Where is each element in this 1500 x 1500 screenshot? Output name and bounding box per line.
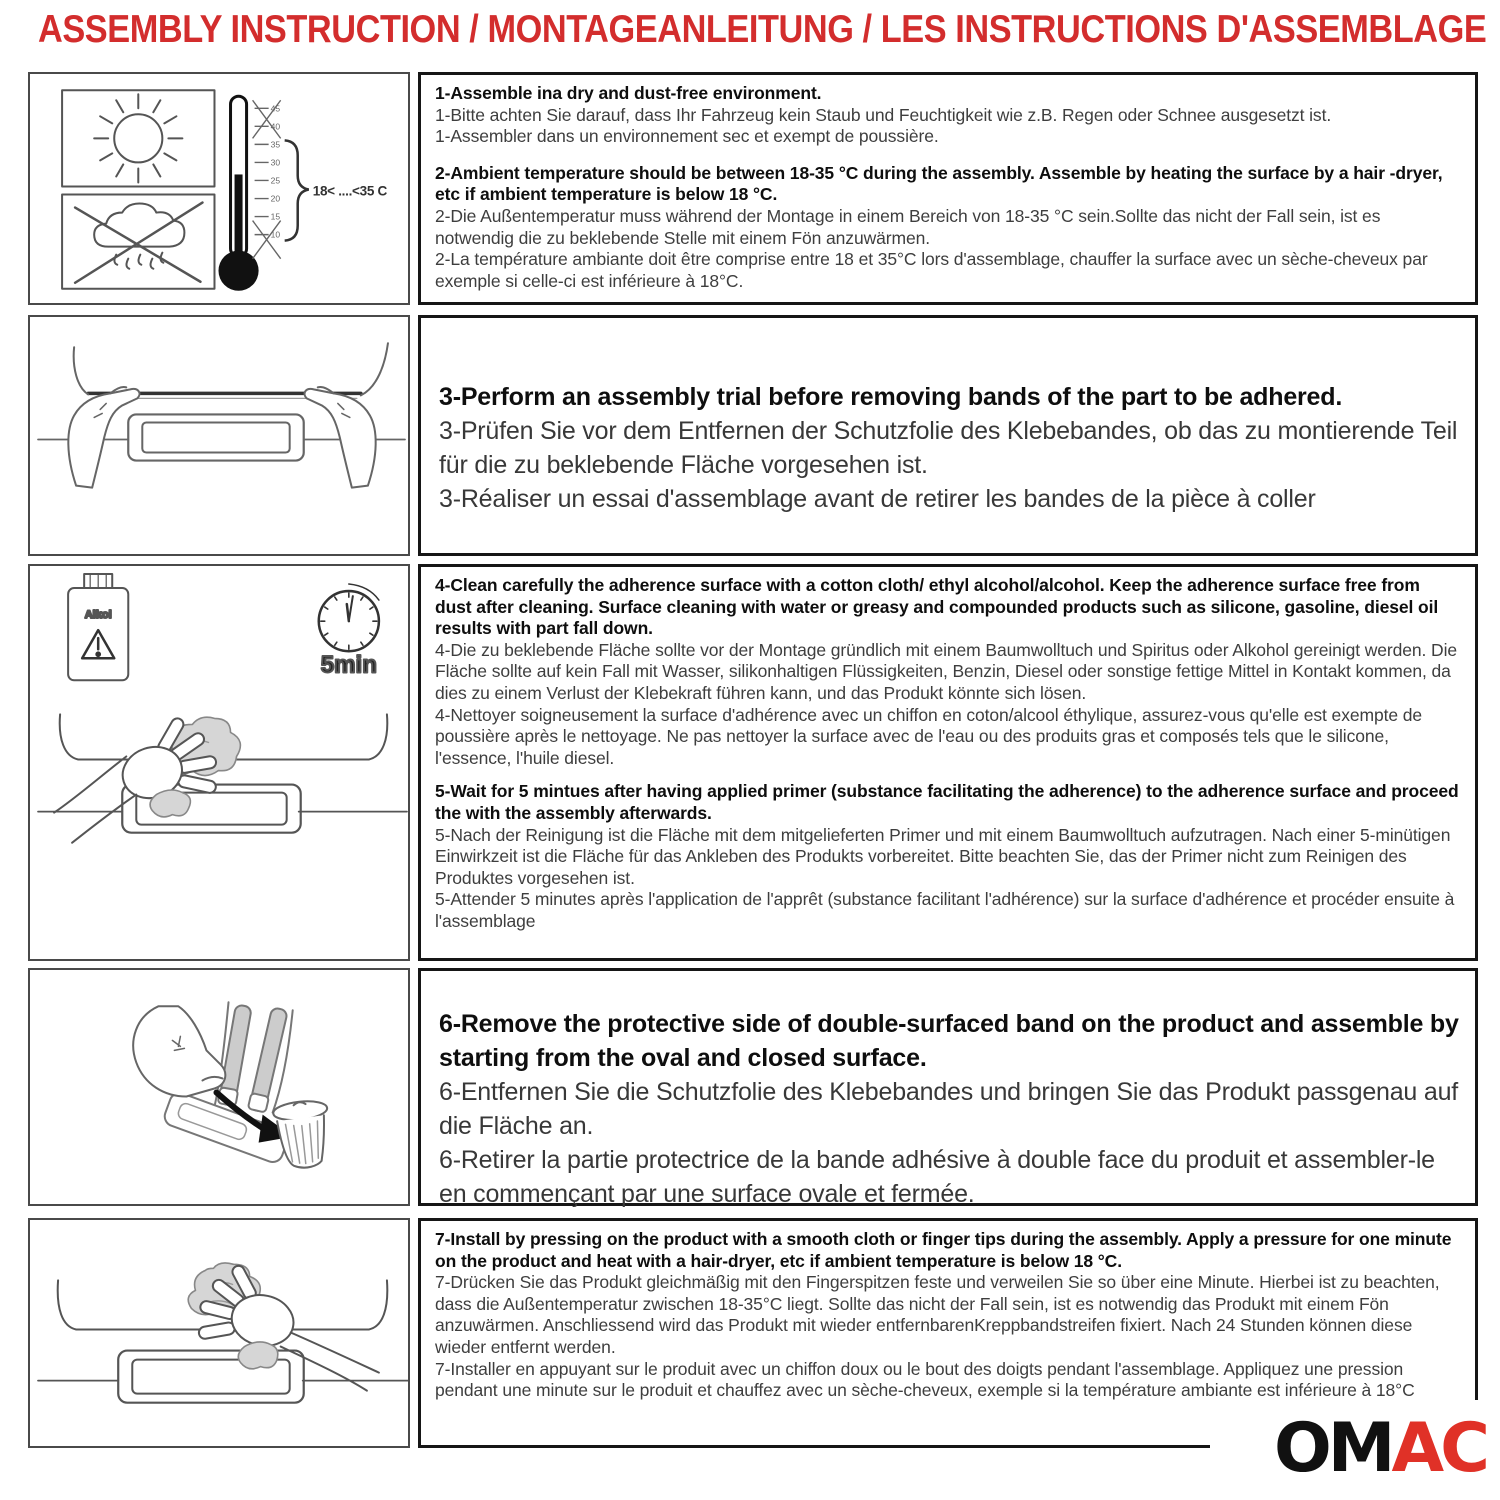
illustration-assembly-trial [28,315,410,556]
trim-strip-icon [74,343,388,398]
alcohol-bottle-icon [68,574,128,680]
illustration-cleaning [28,564,410,961]
step-3-de: 3-Prüfen Sie vor dem Entfernen der Schutzfolie des Klebebandes, ob das zu montierende Teil für die zu beklebende Fläche vorgesehen ist. [439,417,1458,479]
peeling-hand-icon [133,1006,225,1096]
step-5-en: 5-Wait for 5 mintues after having applied primer (substance facilitating the adherence) to the adherence surface and proceed the with the assembly afterwards. [435,781,1459,823]
assembly-trial-illustration-svg [30,317,408,554]
section-1-text [418,72,1478,305]
bottle-label: Alkol [84,609,112,622]
step-1-fr: 1-Assembler dans un environnement sec et exempt de poussière. [435,126,939,147]
license-plate-recess [128,414,303,460]
environment-illustration-svg [30,74,408,303]
svg-text:10: 10 [270,229,281,240]
step-7-en: 7-Install by pressing on the product with a smooth cloth or finger tips during the assembly. Apply a pressure for one minute on the product and heat with a hair-dryer, etc if ambient temperature is below 18 °C. [435,1229,1452,1271]
sun-icon [94,94,182,182]
svg-text:35: 35 [270,139,281,150]
section-2-text [418,315,1478,556]
svg-text:15: 15 [270,211,281,222]
step-7-de: 7-Drücken Sie das Produkt gleichmäßig mit den Fingerspitzen feste und verweilen Sie so über eine Minute. Hierbei ist zu beachten, dass die Außentemperatur zwischen 18-35°C liegt. Sollte das nicht der Fall sein, ist es notwendig das Produkt mit einem Fön anzuwärmen. Anschliessend wird das Produkt mit wieder entfernbarenKreppbandstreifen fixiert. Nach 24 Stunden können diese wieder entfernt werden. [435,1272,1440,1357]
wait-time-label: 5min [320,651,377,679]
omac-logo-black: OM [1273,1408,1392,1488]
page-title: ASSEMBLY INSTRUCTION / MONTAGEANLEITUNG / LES INSTRUCTIONS D'ASSEMBLAGE [38,8,1487,51]
illustration-remove-band [28,968,410,1206]
step-5-de: 5-Nach der Reinigung ist die Fläche mit dem mitgelieferten Primer und mit einem Baumwolltuch aufzutragen. Nach einer 5-minütigen Einwirkzeit ist die Fläche für das Ankleben des Produkts vorbereitet. Bitte beachten Sie, das der Primer nicht zum Reinigen des Produktes vorgesehen ist. [435,824,1451,888]
brace-icon [285,140,309,240]
pressing-hand-icon [198,1264,379,1391]
section-4-text [418,968,1478,1206]
press-install-illustration-svg [30,1220,408,1446]
section-3-text [418,564,1478,961]
cloth-edge-icon [238,1342,277,1369]
svg-text:45: 45 [270,103,281,114]
step-3-en: 3-Perform an assembly trial before removing bands of the part to be adhered. [439,383,1343,411]
step-2-de: 2-Die Außentemperatur muss während der Montage in einem Bereich von 18-35 °C sein.Sollte das nicht der Fall sein, ist es notwendig die zu beklebende Stelle mit einem Fön anzuwärmen. [435,205,1381,248]
step-2-fr: 2-La température ambiante doit être comprise entre 18 et 35°C lors d'assemblage, chauffer la surface avec un sèche-cheveux par exemple si celle-ci est inférieure à 18°C. [435,249,1428,291]
step-2-en: 2-Ambient temperature should be between 18-35 °C during the assembly. Assemble by heating the surface by a hair -dryer, etc if ambient temperature is below 18 °C. [435,162,1443,205]
clock-icon [319,584,379,651]
step-6-fr: 6-Retirer la partie protectrice de la bande adhésive à double face du produit et assembler-le en commençant par une surface ovale et fermée. [439,1146,1435,1208]
svg-text:25: 25 [270,175,281,186]
step-1-de: 1-Bitte achten Sie darauf, dass Ihr Fahrzeug kein Staub und Feuchtigkeit wie z.B. Regen oder Schnee ausgesetzt ist. [435,104,1332,125]
thermometer-icon [218,96,387,291]
svg-text:30: 30 [270,157,281,168]
temp-range-label: 18< ....<35 C [312,183,387,199]
step-4-fr: 4-Nettoyer soigneusement la surface d'adhérence avec un chiffon en coton/alcool éthylique, assurez-vous qu'elle est exempte de poussière après le nettoyage. Ne pas nettoyer la surface avec de l'eau ou des produits gras et composés tels que le silicone, l'essence, l'huile diesel. [435,704,1423,768]
cloth-edge-icon [150,790,190,817]
right-hand-icon [305,387,376,488]
step-4-en: 4-Clean carefully the adherence surface with a cotton cloth/ ethyl alcohol/alcohol. Keep the adherence surface free from dust after cleaning. Surface cleaning with water or greasy and compounded products such as silicone, gasoline, diesel oil results with part fall down. [435,575,1439,639]
step-6-en: 6-Remove the protective side of double-surfaced band on the product and assemble by starting from the oval and closed surface. [439,1010,1459,1072]
cleaning-illustration-svg [30,566,408,959]
omac-logo-red: AC [1391,1408,1486,1488]
step-3-fr: 3-Réaliser un essai d'assemblage avant de retirer les bandes de la pièce à coller [439,485,1316,513]
thermometer-scale [271,103,281,239]
no-rain-icon [75,203,202,283]
omac-logo [1210,1400,1492,1497]
step-1-en: 1-Assemble ina dry and dust-free environment. [435,83,822,103]
svg-text:40: 40 [270,121,281,132]
step-4-de: 4-Die zu beklebende Fläche sollte vor der Montage gründlich mit einem Baumwolltuch und Spiritus oder Alkohol gereinigt werden. Die Fläche sollte auf kein Fall mit Wasser, silikonhaltigen Flüssigkeiten, Benzin, Diesel oder sonstige fettige Mittel in Kontakt kommen, da dies zu einem Verlust der Klebekraft führen kann, und das Produkt könnte sich lösen. [435,639,1458,703]
illustration-press-install [28,1218,410,1448]
remove-band-illustration-svg [30,970,408,1204]
step-5-fr: 5-Attender 5 minutes après l'application de l'apprêt (substance facilitant l'adhérence) sur la surface d'adhérence et procéder ensuite à l'assemblage [435,889,1455,931]
svg-text:20: 20 [270,193,281,204]
step-6-de: 6-Entfernen Sie die Schutzfolie des Klebebandes und bringen Sie das Produkt passgenau auf die Fläche an. [439,1078,1459,1140]
illustration-environment [28,72,410,305]
step-7-fr: 7-Installer en appuyant sur le produit avec un chiffon doux ou le bout des doigts pendant l'assemblage. Appliquez une pression pendant une minute sur le produit et chauffez avec un sèche-cheveux, exemple si la température ambiante est inférieure à 18°C [435,1358,1415,1401]
trash-can-icon [272,1099,333,1171]
